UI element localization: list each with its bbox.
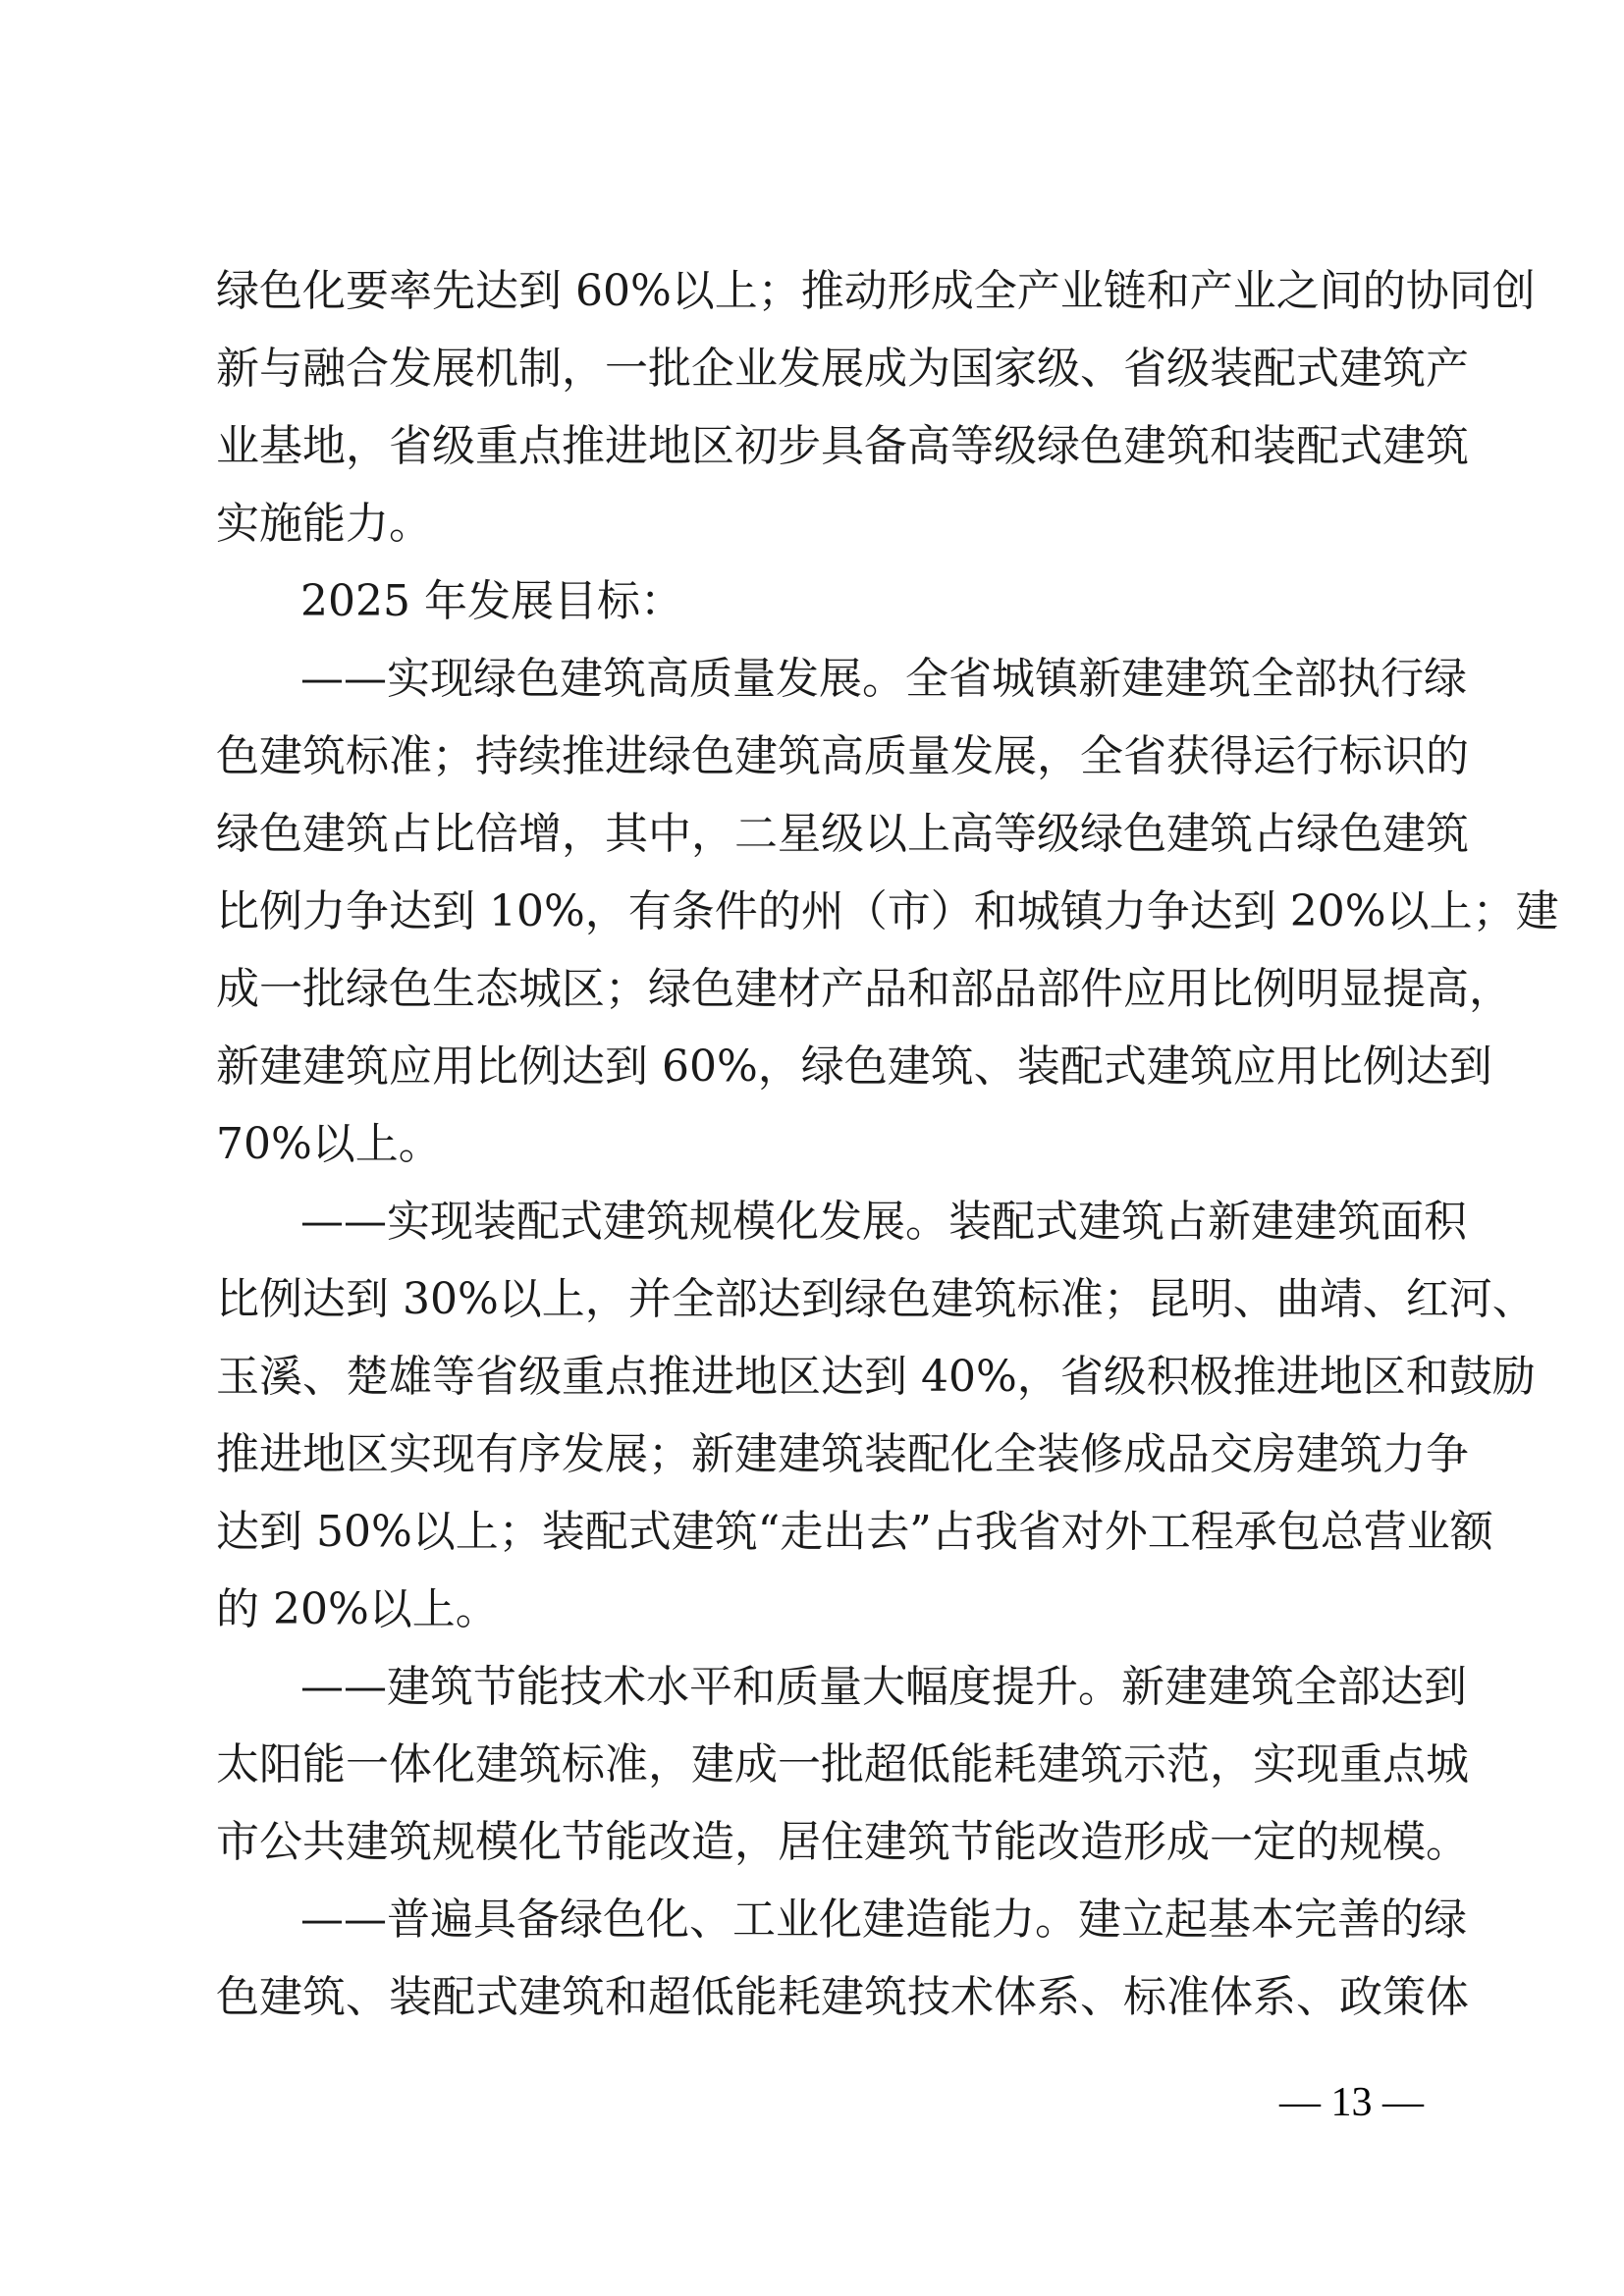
text-line: ——普遍具备绿色化、工业化建造能力。建立起基本完善的绿 [300,1895,1467,1945]
text-line: 玉溪、楚雄等省级重点推进地区达到 40%，省级积极推进地区和鼓励 [216,1352,1536,1402]
text-line: 达到 50%以上；装配式建筑“走出去”占我省对外工程承包总营业额 [216,1507,1493,1557]
text-line: 业基地，省级重点推进地区初步具备高等级绿色建筑和装配式建筑 [216,421,1469,471]
text-line: 实施能力。 [216,499,432,549]
text-line: ——实现装配式建筑规模化发展。装配式建筑占新建建筑面积 [300,1197,1467,1247]
text-line: 太阳能一体化建筑标准，建成一批超低能耗建筑示范，实现重点城 [216,1739,1469,1789]
section-heading: 2025 年发展目标： [300,576,683,626]
text-line: 色建筑标准；持续推进绿色建筑高质量发展，全省获得运行标识的 [216,731,1469,781]
text-line: 新建建筑应用比例达到 60%，绿色建筑、装配式建筑应用比例达到 [216,1041,1492,1092]
text-line: 色建筑、装配式建筑和超低能耗建筑技术体系、标准体系、政策体 [216,1972,1469,2022]
text-line: 比例达到 30%以上，并全部达到绿色建筑标准；昆明、曲靖、红河、 [216,1274,1536,1324]
text-line: 推进地区实现有序发展；新建建筑装配化全装修成品交房建筑力争 [216,1429,1469,1479]
text-line: 70%以上。 [216,1119,442,1169]
text-line: 绿色建筑占比倍增，其中，二星级以上高等级绿色建筑占绿色建筑 [216,809,1469,859]
text-line: 比例力争达到 10%，有条件的州（市）和城镇力争达到 20%以上；建 [216,886,1559,936]
page-number: — 13 — [1279,2080,1424,2125]
text-line: 的 20%以上。 [216,1584,499,1634]
text-line: ——实现绿色建筑高质量发展。全省城镇新建建筑全部执行绿 [300,654,1467,704]
text-line: 市公共建筑规模化节能改造，居住建筑节能改造形成一定的规模。 [216,1817,1469,1867]
text-line: ——建筑节能技术水平和质量大幅度提升。新建建筑全部达到 [300,1662,1467,1712]
text-line: 绿色化要率先达到 60%以上；推动形成全产业链和产业之间的协同创 [216,266,1536,316]
text-line: 新与融合发展机制，一批企业发展成为国家级、省级装配式建筑产 [216,344,1469,394]
text-line: 成一批绿色生态城区；绿色建材产品和部品部件应用比例明显提高， [216,964,1512,1014]
